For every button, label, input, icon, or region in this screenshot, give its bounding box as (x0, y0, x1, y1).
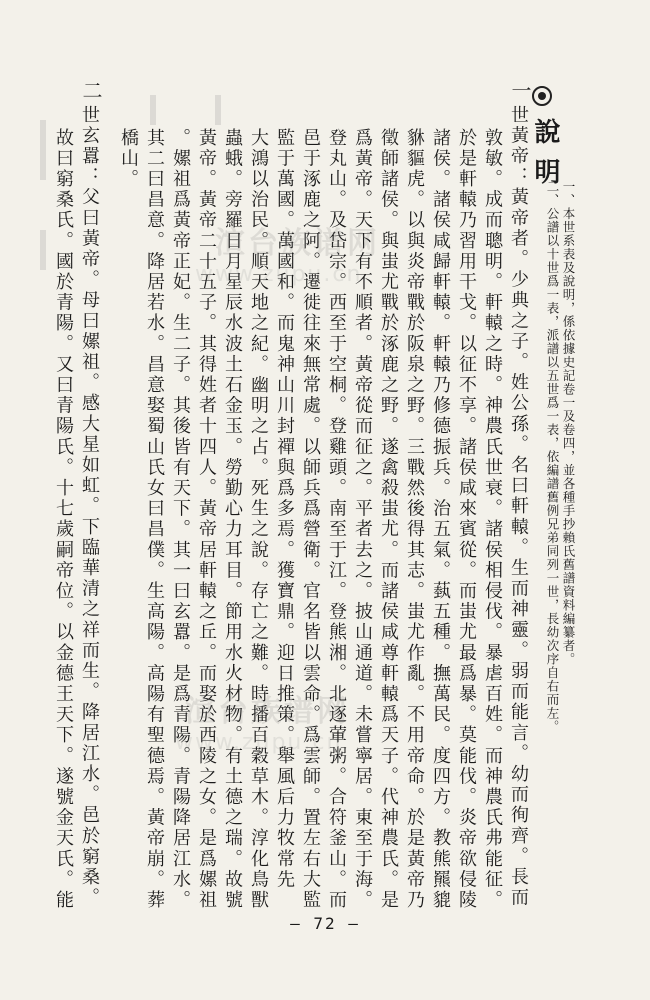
text-column-3: 於是軒轅乃習用干戈。以征不享。諸侯咸來賓從。而蚩尤最爲暴。莫能伐。炎帝欲侵陵 (456, 128, 477, 911)
text-column-17: 世玄囂：父曰黃帝。母曰嫘祖。感大星如虹。下臨華清之祥而生。降居江水。邑於窮桑。 (79, 105, 100, 909)
text-column-18: 故曰窮桑氏。國於青陽。又曰青陽氏。十七歲嗣帝位。以金德王天下。遂號金天氏。能 (53, 128, 74, 911)
generation-marker-1: 一 (508, 80, 532, 100)
text-column-9: 邑于涿鹿之阿。遷徙往來無常處。以師兵爲營衛。官名皆以雲命。爲雲師。置左右大監 (300, 128, 321, 911)
text-column-15: 其二曰昌意。降居若水。昌意娶蜀山氏女曰昌僕。生高陽。高陽有聖德焉。黃帝崩。葬 (144, 128, 165, 911)
text-column-1: 世黃帝：黃帝者。少典之子。姓公孫。名曰軒轅。生而神靈。弱而能言。幼而徇齊。長而 (508, 105, 529, 909)
text-column-11: 大鴻以治民。順天地之紀。幽明之占。死生之說。存亡之難。時播百穀草木。淳化鳥獸 (248, 128, 269, 911)
bullet-circle-icon (532, 86, 552, 106)
text-column-16: 橋山。 (118, 128, 139, 190)
watermark-url: www.zupu.cn (175, 730, 343, 755)
note-line-1: 一、本世系表及說明，係依據史記卷一及卷四，並各種手抄賴氏舊譜資料編纂者。 (561, 180, 576, 666)
text-column-4: 諸侯。諸侯咸歸軒轅。軒轅乃修德振兵。治五氣。蓺五種。撫萬民。度四方。教熊羆貔 (430, 128, 451, 911)
bleed-through-mark (40, 120, 46, 180)
text-column-5: 貅貙虎。以與炎帝戰於阪泉之野。三戰然後得其志。蚩尤作亂。不用帝命。於是黃帝乃 (404, 128, 425, 911)
note-line-2: 二、公譜以十世爲一表，派譜以五世爲一表，依編譜舊例兄弟同列一世，長幼次序自右而左。 (545, 180, 560, 734)
text-column-14: 。嫘祖爲黃帝正妃。生二子。其後皆有天下。其一曰玄囂。是爲青陽。青陽降居江水。 (170, 128, 191, 911)
text-column-7: 爲黃帝。天下有不順者。黃帝從而征之。平者去之。披山通道。未嘗寧居。東至于海。 (352, 128, 373, 911)
text-column-13: 黃帝。黃帝二十五子。其得姓者十四人。黃帝居軒轅之丘。而娶於西陵之女。是爲嫘祖 (196, 128, 217, 911)
text-column-8: 登丸山。及岱宗。西至于空桐。登雞頭。南至于江。登熊湘。北逐葷粥。合符釜山。而 (326, 128, 347, 911)
generation-marker-2: 二 (79, 80, 103, 100)
bleed-through-mark (40, 230, 46, 270)
bleed-through-mark (215, 95, 221, 125)
section-heading: 說明 (530, 118, 560, 198)
text-column-2: 敦敏。成而聰明。軒轅之時。神農氏世衰。諸侯相侵伐。暴虐百姓。而神農氏弗能征。 (482, 128, 503, 911)
text-column-6: 徵師諸侯。與蚩尤戰於涿鹿之野。遂禽殺蚩尤。而諸侯咸尊軒轅爲天子。代神農氏。是 (378, 128, 399, 911)
page-number: — 72 — (290, 914, 360, 933)
text-column-12: 蟲蛾。旁羅日月星辰水波土石金玉。勞勤心力耳目。節用水火材物。有土德之瑞。故號 (222, 128, 243, 911)
text-column-10: 監于萬國。萬國和。而鬼神山川封禪與爲多焉。獲寶鼎。迎日推策。舉風后力牧常先 (274, 128, 295, 891)
watermark-cn: 渲台族谱网 (185, 694, 350, 729)
watermark-url: www.zupu.cn (195, 262, 363, 287)
watermark-cn: 渲台族谱网 (215, 226, 380, 261)
bleed-through-mark (150, 95, 156, 125)
